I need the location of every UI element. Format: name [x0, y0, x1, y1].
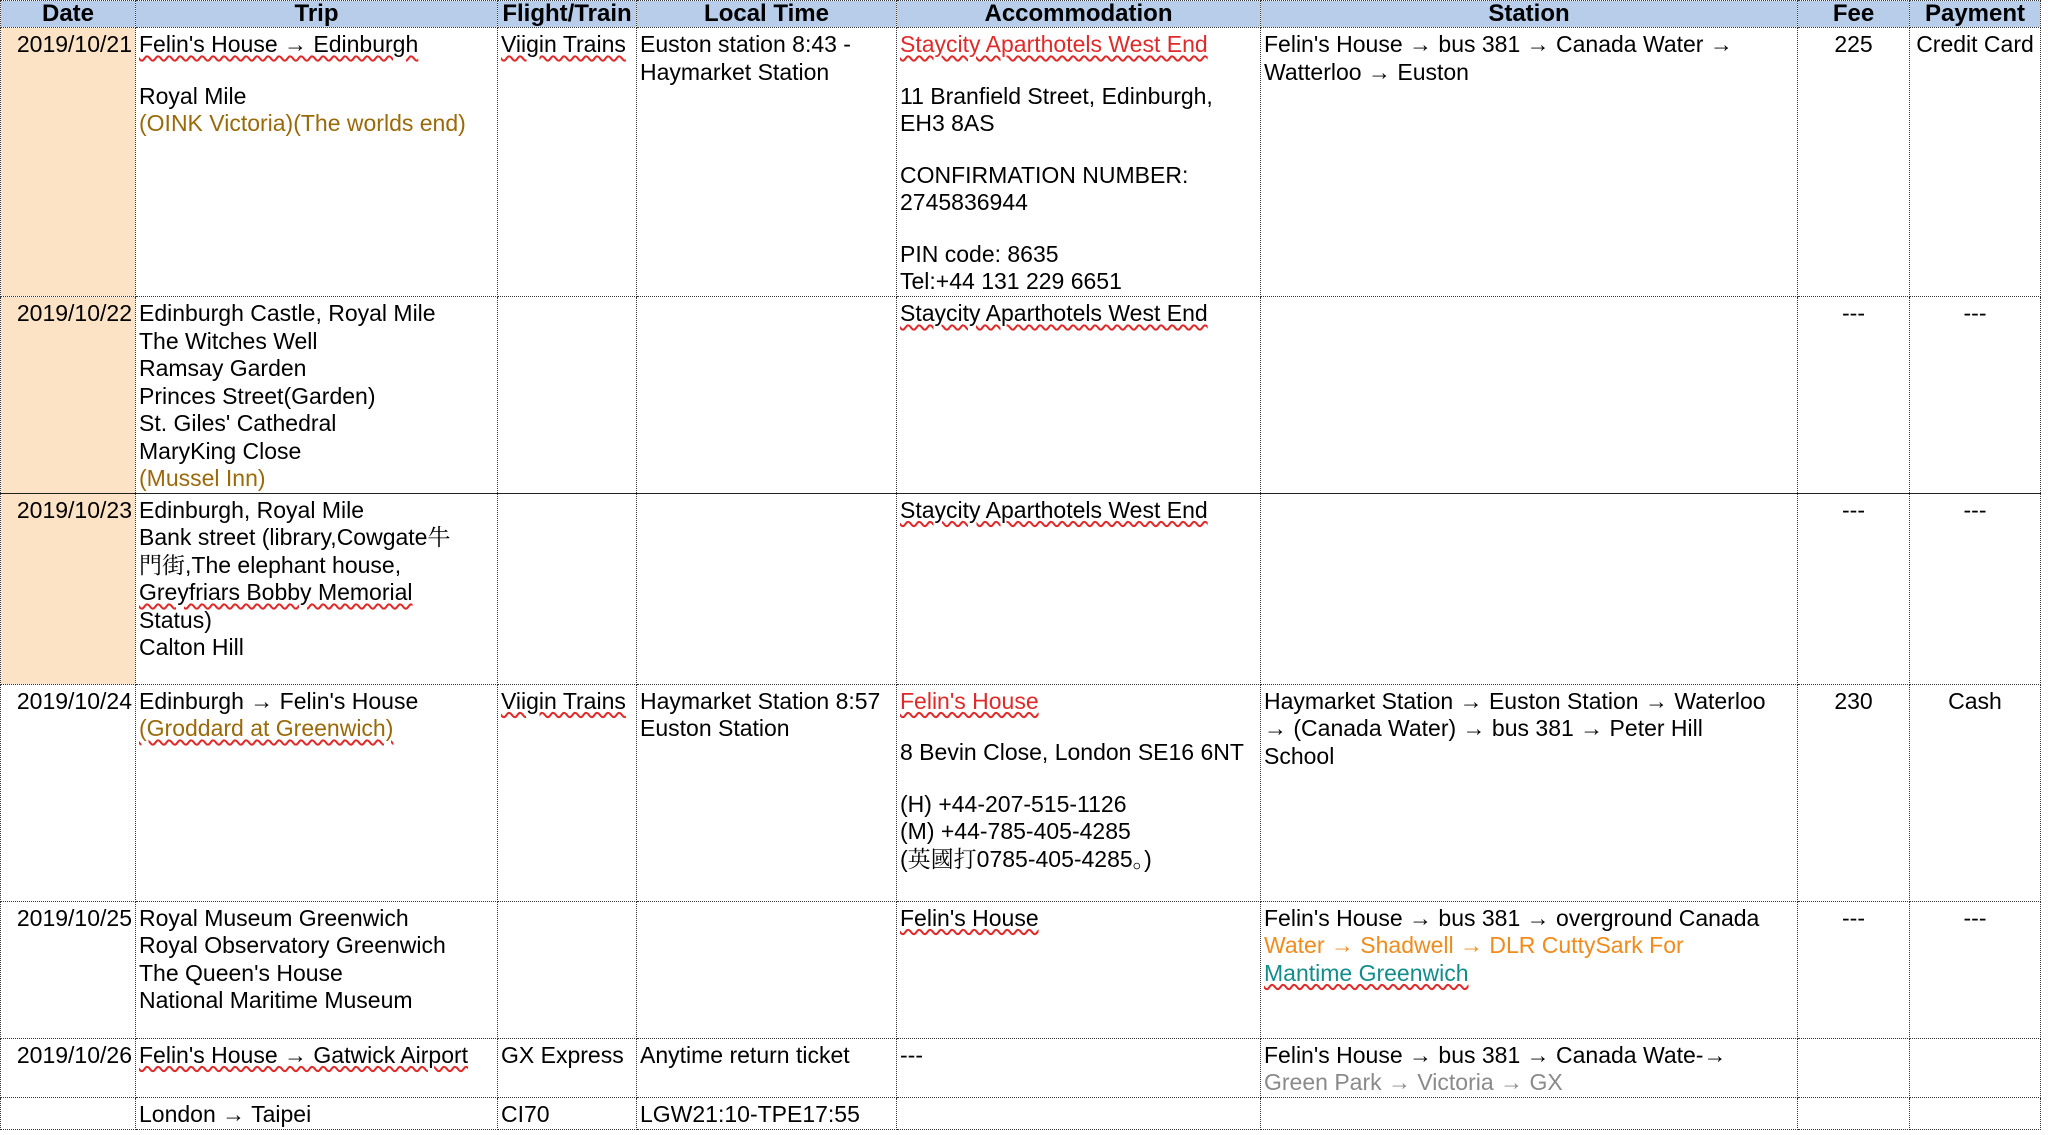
accommodation-text: EH3 8AS — [900, 110, 995, 136]
accommodation-text: Felin's House — [900, 687, 1039, 714]
accommodation-text: Staycity Aparthotels West End — [900, 31, 1208, 57]
table-row — [1, 901, 2041, 1038]
trip-text: Royal Observatory Greenwich — [139, 932, 446, 958]
station-text: Mantime Greenwich — [1264, 959, 1469, 986]
cell-station[interactable] — [1261, 684, 1798, 901]
cell-accommodation[interactable] — [897, 901, 1261, 1038]
cell-local-time[interactable] — [637, 901, 897, 1038]
cell-trip[interactable] — [136, 1038, 498, 1097]
cell-fee[interactable]: --- — [1798, 493, 1910, 684]
trip-text: Royal Museum Greenwich — [139, 904, 409, 931]
trip-text: (Groddard at Greenwich) — [139, 715, 394, 741]
header-date[interactable]: Date — [1, 1, 136, 28]
cell-payment[interactable]: --- — [1910, 297, 2041, 494]
accommodation-text: Staycity Aparthotels West End — [900, 300, 1208, 326]
cell-station[interactable] — [1261, 1038, 1798, 1097]
accommodation-text: PIN code: 8635 — [900, 240, 1059, 267]
cell-station[interactable] — [1261, 1097, 1798, 1129]
header-row — [1, 1, 2041, 28]
cell-transport[interactable]: GX Express — [498, 1038, 637, 1097]
cell-trip[interactable] — [136, 297, 498, 494]
station-text: School — [1264, 742, 1335, 769]
trip-text: (Mussel Inn) — [139, 465, 266, 491]
cell-transport[interactable] — [498, 297, 637, 494]
trip-text: National Maritime Museum — [139, 987, 413, 1013]
header-trip[interactable]: Trip — [136, 1, 498, 28]
trip-text: St. Giles' Cathedral — [139, 410, 337, 436]
trip-text: MaryKing Close — [139, 437, 302, 464]
cell-payment[interactable]: Credit Card — [1910, 28, 2041, 297]
trip-text: Felin's House → Gatwick Airport — [139, 1041, 469, 1068]
cell-date[interactable] — [1, 1097, 136, 1129]
trip-text: Ramsay Garden — [139, 355, 307, 381]
station-text: Green Park → Victoria → GX — [1264, 1069, 1563, 1095]
table-row — [1, 1097, 2041, 1129]
accommodation-text: --- — [900, 1041, 923, 1068]
trip-text: London → Taipei — [139, 1100, 312, 1127]
time-text: Haymarket Station — [640, 58, 830, 85]
header-payment[interactable]: Payment — [1910, 1, 2041, 28]
cell-date[interactable]: 2019/10/23 — [1, 493, 136, 684]
trip-text: The Queen's House — [139, 959, 343, 986]
cell-accommodation[interactable] — [897, 1097, 1261, 1129]
cell-local-time[interactable] — [637, 493, 897, 684]
accommodation-text: Staycity Aparthotels West End — [900, 496, 1208, 523]
station-text: Water → Shadwell → DLR CuttySark For — [1264, 932, 1684, 958]
cell-local-time[interactable] — [637, 28, 897, 297]
cell-date[interactable]: 2019/10/24 — [1, 684, 136, 901]
accommodation-text: 2745836944 — [900, 189, 1028, 215]
cell-payment[interactable] — [1910, 1038, 2041, 1097]
trip-text: (OINK Victoria)(The worlds end) — [139, 110, 466, 136]
trip-text: 門街,The elephant house, — [139, 551, 402, 578]
trip-text: The Witches Well — [139, 327, 318, 354]
cell-fee[interactable]: --- — [1798, 297, 1910, 494]
cell-payment[interactable]: --- — [1910, 901, 2041, 1038]
table-row — [1, 28, 2041, 297]
trip-text: Bank street (library,Cowgate牛 — [139, 524, 451, 550]
cell-station[interactable] — [1261, 901, 1798, 1038]
accommodation-text: 11 Branfield Street, Edinburgh, — [900, 82, 1213, 109]
time-text: Haymarket Station 8:57 — [640, 687, 881, 714]
accommodation-text: (H) +44-207-515-1126 — [900, 790, 1127, 817]
header-station[interactable]: Station — [1261, 1, 1798, 28]
cell-accommodation[interactable] — [897, 1038, 1261, 1097]
cell-payment[interactable]: --- — [1910, 493, 2041, 684]
cell-trip[interactable] — [136, 901, 498, 1038]
cell-fee[interactable] — [1798, 1038, 1910, 1097]
cell-local-time[interactable] — [637, 297, 897, 494]
table-row — [1, 297, 2041, 494]
trip-text: Edinburgh → Felin's House — [139, 687, 419, 714]
trip-text: Calton Hill — [139, 634, 244, 660]
cell-transport[interactable] — [498, 684, 637, 901]
header-accommodation[interactable]: Accommodation — [897, 1, 1261, 28]
trip-text: Edinburgh Castle, Royal Mile — [139, 300, 436, 326]
station-text: Felin's House → bus 381 → Canada Wate-→ — [1264, 1041, 1727, 1068]
cell-local-time[interactable] — [637, 684, 897, 901]
cell-transport[interactable] — [498, 901, 637, 1038]
cell-payment[interactable] — [1910, 1097, 2041, 1129]
cell-date[interactable]: 2019/10/25 — [1, 901, 136, 1038]
table-row — [1, 1038, 2041, 1097]
cell-trip[interactable] — [136, 684, 498, 901]
transport-text: Viigin Trains — [501, 31, 626, 57]
trip-text: Edinburgh, Royal Mile — [139, 496, 365, 523]
cell-accommodation[interactable] — [897, 493, 1261, 684]
accommodation-text: (英國打0785-405-4285。) — [900, 845, 1152, 872]
trip-text: Princes Street(Garden) — [139, 382, 376, 409]
cell-transport[interactable]: CI70 — [498, 1097, 637, 1129]
trip-text: Royal Mile — [139, 82, 247, 109]
cell-fee[interactable] — [1798, 1097, 1910, 1129]
time-text: Anytime return ticket — [640, 1041, 850, 1068]
trip-text: Greyfriars Bobby Memorial — [139, 579, 413, 605]
cell-trip[interactable] — [136, 493, 498, 684]
station-text: Watterloo → Euston — [1264, 58, 1469, 85]
cell-trip[interactable] — [136, 28, 498, 297]
cell-date[interactable]: 2019/10/22 — [1, 297, 136, 494]
cell-date[interactable]: 2019/10/21 — [1, 28, 136, 297]
cell-fee[interactable]: --- — [1798, 901, 1910, 1038]
cell-station[interactable] — [1261, 297, 1798, 494]
cell-date[interactable]: 2019/10/26 — [1, 1038, 136, 1097]
accommodation-text: 8 Bevin Close, London SE16 6NT — [900, 739, 1244, 765]
station-text: Felin's House → bus 381 → overground Canada — [1264, 904, 1760, 931]
cell-station[interactable] — [1261, 28, 1798, 297]
cell-local-time[interactable] — [637, 1038, 897, 1097]
station-text: → (Canada Water) → bus 381 → Peter Hill — [1264, 715, 1703, 741]
cell-trip[interactable] — [136, 1097, 498, 1129]
time-text: Euston station 8:43 - — [640, 31, 851, 57]
accommodation-text: (M) +44-785-405-4285 — [900, 818, 1131, 844]
table-row — [1, 493, 2041, 684]
cell-transport[interactable] — [498, 28, 637, 297]
accommodation-text: Tel:+44 131 229 6651 — [900, 268, 1122, 294]
cell-accommodation[interactable] — [897, 28, 1261, 297]
accommodation-text: Felin's House — [900, 904, 1039, 931]
cell-fee[interactable]: 230 — [1798, 684, 1910, 901]
cell-station[interactable] — [1261, 493, 1798, 684]
header-fee[interactable]: Fee — [1798, 1, 1910, 28]
trip-text: Felin's House → Edinburgh — [139, 31, 419, 57]
cell-transport[interactable] — [498, 493, 637, 684]
time-text: Euston Station — [640, 715, 790, 741]
table-row — [1, 684, 2041, 901]
header-flight-train[interactable]: Flight/Train — [498, 1, 637, 28]
station-text: Haymarket Station → Euston Station → Waterloo — [1264, 687, 1766, 714]
cell-accommodation[interactable] — [897, 297, 1261, 494]
cell-local-time[interactable] — [637, 1097, 897, 1129]
cell-accommodation[interactable] — [897, 684, 1261, 901]
cell-payment[interactable]: Cash — [1910, 684, 2041, 901]
time-text: LGW21:10-TPE17:55 — [640, 1100, 860, 1127]
station-text: Felin's House → bus 381 → Canada Water → — [1264, 31, 1733, 57]
accommodation-text: CONFIRMATION NUMBER: — [900, 161, 1189, 188]
header-local-time[interactable]: Local Time — [637, 1, 897, 28]
transport-text: Viigin Trains — [501, 687, 626, 714]
trip-text: Status) — [139, 606, 212, 633]
cell-fee[interactable]: 225 — [1798, 28, 1910, 297]
